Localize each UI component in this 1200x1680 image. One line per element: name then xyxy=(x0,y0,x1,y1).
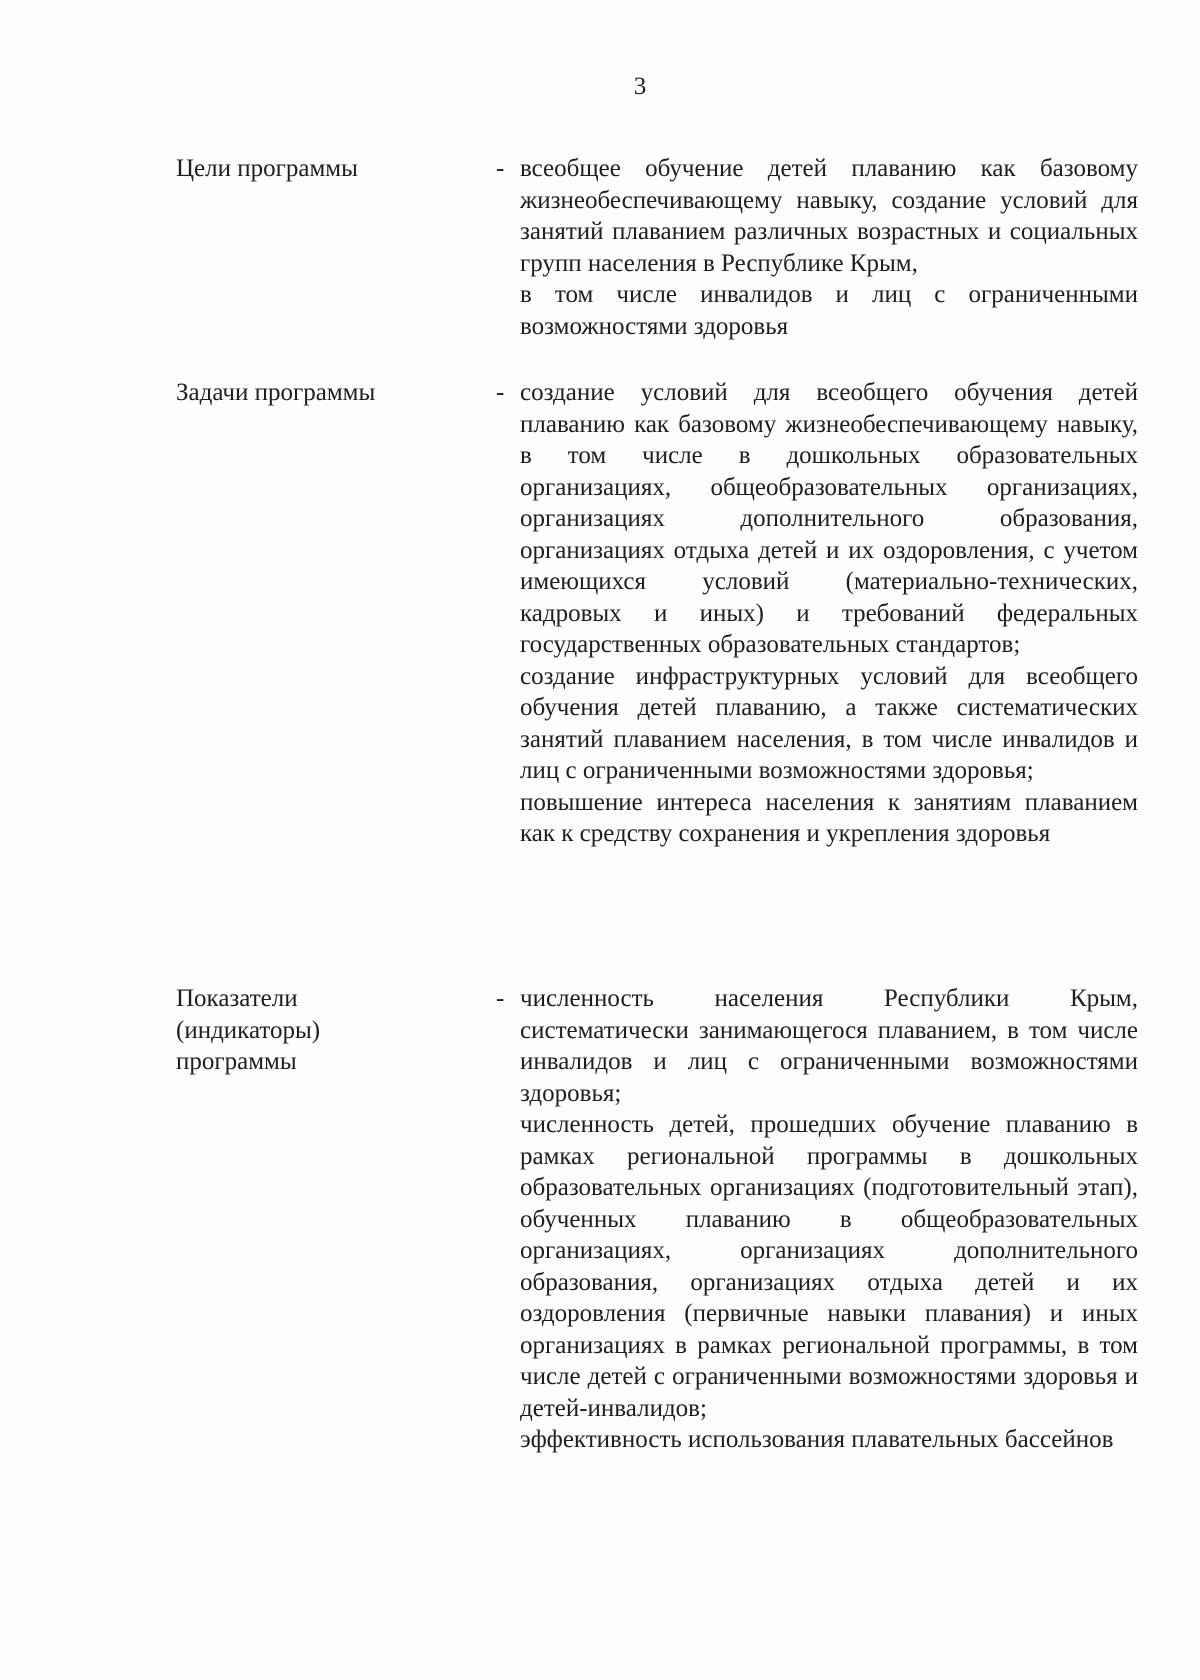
goals-label: Цели программы xyxy=(176,155,358,182)
tasks-paragraph-3: повышение интереса населения к занятиям плаванием как к средству сохранения и укрепления здоровья xyxy=(520,788,1138,847)
goals-paragraph-2: в том числе инвалидов и лиц с ограниченными возможностями здоровья xyxy=(520,281,1138,340)
indicators-label xyxy=(176,983,496,1078)
goals-dash: - xyxy=(496,155,505,182)
indicators-paragraph-1: численность населения Республики Крым, систематически занимающегося плаванием, в том числе инвалидов и лиц с ограниченными возможностями здоровья; xyxy=(520,985,1138,1107)
tasks-paragraph-1: создание условий для всеобщего обучения детей плаванию как базовому жизнеобеспечивающему навыку, в том числе в дошкольных образовательных организациях, общеобразовательных организациях, организациях дополнительного образования, организациях отдыха детей и их оздоровления, с учетом имеющихся условий (материально-технических, кадровых и иных) и требований федеральных государственных образовательных стандартов; xyxy=(520,379,1138,658)
indicators-label-line-1: Показатели xyxy=(176,985,298,1012)
tasks-paragraph-2: создание инфраструктурных условий для всеобщего обучения детей плаванию, а также систематических занятий плаванием населения, в том числе инвалидов и лиц с ограниченными возможностями здоровья; xyxy=(520,662,1138,784)
indicators-label-line-3: программы xyxy=(176,1048,297,1075)
indicators-paragraph-3: эффективность использования плавательных бассейнов xyxy=(520,1426,1114,1453)
tasks-dash: - xyxy=(496,379,505,406)
tasks-label: Задачи программы xyxy=(176,379,376,406)
goals-content xyxy=(520,153,1138,342)
indicators-paragraph-2: численность детей, прошедших обучение плаванию в рамках региональной программы в дошкольных образовательных организациях (подготовительный этап), обученных плаванию в общеобразовательных организациях, организациях дополнительного образования, организациях отдыха детей и их оздоровления (первичные навыки плавания) и иных организациях в рамках региональной программы, в том числе детей с ограниченными возможностями здоровья и детей-инвалидов; xyxy=(520,1111,1138,1422)
page-number: 3 xyxy=(633,73,647,100)
indicators-content xyxy=(520,983,1138,1456)
indicators-label-line-2: (индикаторы) xyxy=(176,1016,321,1044)
goals-paragraph-1: всеобщее обучение детей плаванию как базовому жизнеобеспечивающему навыку, создание условий для занятий плаванием различных возрастных и социальных групп населения в Республике Крым, xyxy=(520,155,1138,277)
tasks-content xyxy=(520,377,1138,850)
indicators-dash: - xyxy=(496,985,505,1012)
